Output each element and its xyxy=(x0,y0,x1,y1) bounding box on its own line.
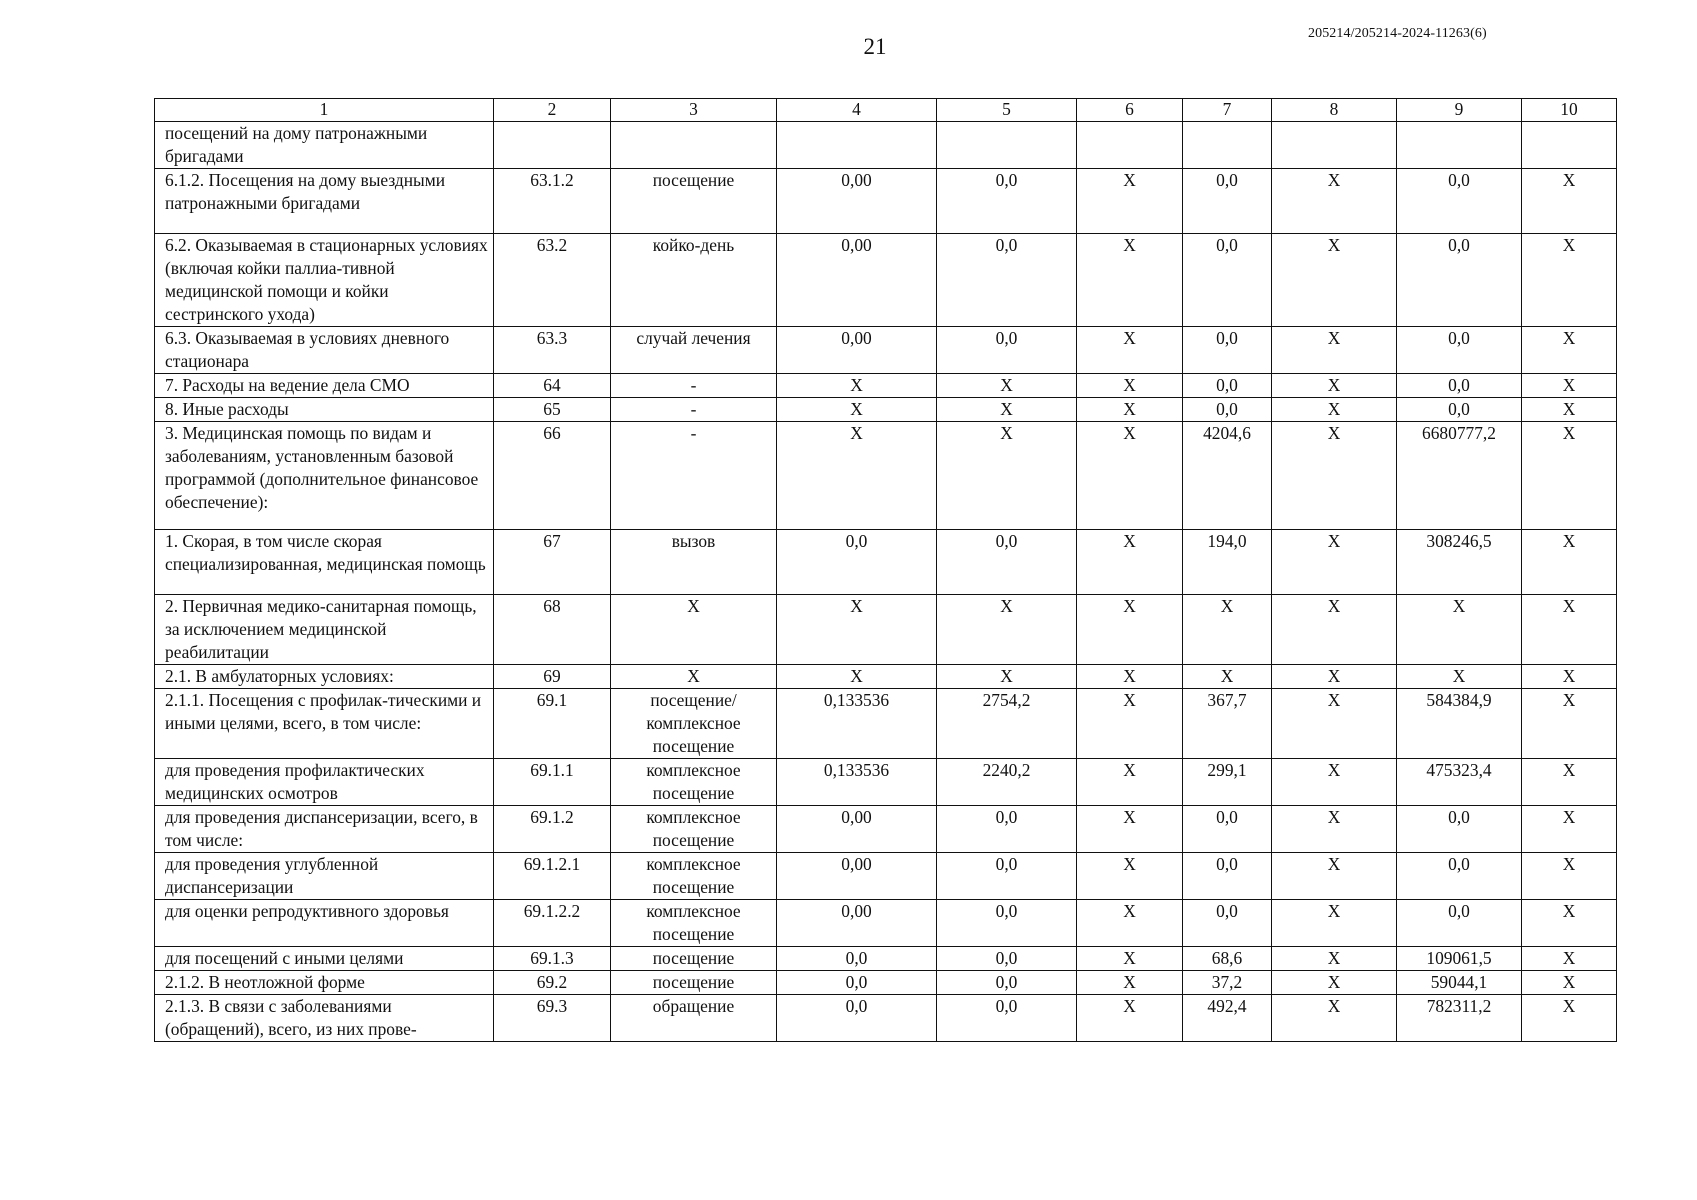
table-cell: койко-день xyxy=(611,234,777,327)
table-cell: X xyxy=(1522,665,1617,689)
table-cell: 0,0 xyxy=(1183,398,1272,422)
table-row xyxy=(155,759,1617,806)
table-cell: X xyxy=(1183,595,1272,665)
table-cell: 0,0 xyxy=(937,169,1077,234)
table-row xyxy=(155,806,1617,853)
row-name-cell: 6.3. Оказываемая в условиях дневного стационара xyxy=(155,327,494,374)
table-cell: X xyxy=(1522,689,1617,759)
table-cell: комплексное посещение xyxy=(611,853,777,900)
table-cell: 69.3 xyxy=(494,995,611,1042)
table-cell: X xyxy=(1397,595,1522,665)
table-cell: X xyxy=(1077,422,1183,530)
table-cell: 0,0 xyxy=(937,995,1077,1042)
data-table xyxy=(154,98,1617,1042)
table-cell: X xyxy=(1272,947,1397,971)
table-cell: X xyxy=(1272,422,1397,530)
table-cell: X xyxy=(1077,327,1183,374)
row-name-cell: 6.2. Оказываемая в стационарных условиях (включая койки паллиа-тивной медицинской помощи и койки сестринского ухода) xyxy=(155,234,494,327)
table-row xyxy=(155,947,1617,971)
table-cell: 194,0 xyxy=(1183,530,1272,595)
table-cell: - xyxy=(611,374,777,398)
table-cell: X xyxy=(611,665,777,689)
table-cell: 0,0 xyxy=(937,947,1077,971)
table-cell: 584384,9 xyxy=(1397,689,1522,759)
table-cell: 68,6 xyxy=(1183,947,1272,971)
table-cell: X xyxy=(937,595,1077,665)
row-name-cell: 3. Медицинская помощь по видам и заболеваниям, установленным базовой программой (дополнительное финансовое обеспечение): xyxy=(155,422,494,530)
table-cell: 65 xyxy=(494,398,611,422)
table-cell: 4204,6 xyxy=(1183,422,1272,530)
table-cell: 109061,5 xyxy=(1397,947,1522,971)
table-cell: 0,133536 xyxy=(777,759,937,806)
column-header: 2 xyxy=(494,99,611,122)
table-cell: X xyxy=(1077,971,1183,995)
row-name-cell: 2.1. В амбулаторных условиях: xyxy=(155,665,494,689)
table-cell: X xyxy=(1077,995,1183,1042)
table-cell: 63.3 xyxy=(494,327,611,374)
table-cell: 0,0 xyxy=(777,995,937,1042)
row-name-cell: для проведения углубленной диспансеризации xyxy=(155,853,494,900)
table-row xyxy=(155,169,1617,234)
table-row xyxy=(155,595,1617,665)
table-cell: 475323,4 xyxy=(1397,759,1522,806)
table-row xyxy=(155,995,1617,1042)
table-cell: 367,7 xyxy=(1183,689,1272,759)
row-name-cell: 7. Расходы на ведение дела СМО xyxy=(155,374,494,398)
table-row xyxy=(155,971,1617,995)
row-name-cell: 2.1.3. В связи с заболеваниями (обращений), всего, из них прове- xyxy=(155,995,494,1042)
table-cell: 0,0 xyxy=(1183,374,1272,398)
table-cell: - xyxy=(611,398,777,422)
table-cell: 0,0 xyxy=(1397,327,1522,374)
table-cell: комплексное посещение xyxy=(611,900,777,947)
table-cell: X xyxy=(1077,759,1183,806)
table-cell: 69.1.2.1 xyxy=(494,853,611,900)
table-cell xyxy=(1522,122,1617,169)
column-header: 5 xyxy=(937,99,1077,122)
table-cell: - xyxy=(611,422,777,530)
table-row xyxy=(155,853,1617,900)
table-cell: X xyxy=(1272,665,1397,689)
table-cell: X xyxy=(1522,398,1617,422)
table-cell: 69.1.3 xyxy=(494,947,611,971)
table-cell xyxy=(777,122,937,169)
table-cell: 0,0 xyxy=(937,853,1077,900)
table-cell: 0,0 xyxy=(1397,234,1522,327)
column-header: 10 xyxy=(1522,99,1617,122)
table-cell: 0,0 xyxy=(1183,853,1272,900)
table-cell: 63.1.2 xyxy=(494,169,611,234)
table-cell: X xyxy=(1077,234,1183,327)
table-cell: X xyxy=(1522,853,1617,900)
column-header: 3 xyxy=(611,99,777,122)
table-cell: X xyxy=(1522,169,1617,234)
table-cell: 0,0 xyxy=(1397,806,1522,853)
table-cell: X xyxy=(1077,689,1183,759)
table-cell: X xyxy=(1522,947,1617,971)
table-cell: 59044,1 xyxy=(1397,971,1522,995)
table-cell: 67 xyxy=(494,530,611,595)
table-cell: 64 xyxy=(494,374,611,398)
row-name-cell: 6.1.2. Посещения на дому выездными патронажными бригадами xyxy=(155,169,494,234)
table-cell: 2754,2 xyxy=(937,689,1077,759)
table-cell: 0,0 xyxy=(1397,853,1522,900)
table-cell: X xyxy=(777,665,937,689)
row-name-cell: для посещений с иными целями xyxy=(155,947,494,971)
table-cell: 0,0 xyxy=(1397,169,1522,234)
table-cell: X xyxy=(1077,947,1183,971)
table-cell: X xyxy=(1272,971,1397,995)
table-cell: X xyxy=(1272,595,1397,665)
table-cell: X xyxy=(1522,530,1617,595)
table-cell: 0,0 xyxy=(937,234,1077,327)
table-cell: X xyxy=(1522,806,1617,853)
table-row xyxy=(155,122,1617,169)
column-header: 6 xyxy=(1077,99,1183,122)
column-header: 9 xyxy=(1397,99,1522,122)
table-cell: X xyxy=(1272,759,1397,806)
row-name-cell: 2. Первичная медико-санитарная помощь, за исключением медицинской реабилитации xyxy=(155,595,494,665)
table-cell: 0,0 xyxy=(1397,398,1522,422)
table-cell: 2240,2 xyxy=(937,759,1077,806)
table-cell: X xyxy=(1272,689,1397,759)
table-body xyxy=(155,122,1617,1042)
table-row xyxy=(155,234,1617,327)
table-cell xyxy=(494,122,611,169)
row-name-cell: посещений на дому патронажными бригадами xyxy=(155,122,494,169)
table-cell: X xyxy=(1522,595,1617,665)
table-cell xyxy=(1077,122,1183,169)
table-cell: 0,0 xyxy=(1183,806,1272,853)
row-name-cell: 8. Иные расходы xyxy=(155,398,494,422)
table-cell: X xyxy=(1272,530,1397,595)
table-cell: 299,1 xyxy=(1183,759,1272,806)
table-cell: X xyxy=(937,398,1077,422)
table-cell: посещение xyxy=(611,169,777,234)
document-id: 205214/205214-2024-11263(6) xyxy=(1308,26,1487,41)
table-row xyxy=(155,422,1617,530)
table-cell: X xyxy=(1272,398,1397,422)
table-cell: 6680777,2 xyxy=(1397,422,1522,530)
table-cell: 0,0 xyxy=(1183,900,1272,947)
table-cell: X xyxy=(1077,169,1183,234)
table-cell: 0,0 xyxy=(1183,234,1272,327)
table-cell xyxy=(1183,122,1272,169)
table-cell: 0,00 xyxy=(777,327,937,374)
table-cell: X xyxy=(1077,806,1183,853)
table-cell: X xyxy=(1522,971,1617,995)
table-cell: 68 xyxy=(494,595,611,665)
table-cell xyxy=(1272,122,1397,169)
page-number: 21 xyxy=(863,34,887,59)
column-header: 1 xyxy=(155,99,494,122)
table-row xyxy=(155,327,1617,374)
table-cell: комплексное посещение xyxy=(611,806,777,853)
table-cell: 0,0 xyxy=(1397,374,1522,398)
row-name-cell: 1. Скорая, в том числе скорая специализированная, медицинская помощь xyxy=(155,530,494,595)
table-cell: 0,0 xyxy=(937,971,1077,995)
table-cell: 782311,2 xyxy=(1397,995,1522,1042)
table-cell: X xyxy=(1522,422,1617,530)
table-cell: 69.2 xyxy=(494,971,611,995)
table-cell: 63.2 xyxy=(494,234,611,327)
table-cell: X xyxy=(1272,234,1397,327)
header-row xyxy=(155,99,1617,122)
table-cell: 0,133536 xyxy=(777,689,937,759)
table-cell: 69.1.1 xyxy=(494,759,611,806)
table-row xyxy=(155,665,1617,689)
table-cell: 69.1.2 xyxy=(494,806,611,853)
table-cell: 0,0 xyxy=(777,530,937,595)
table-cell: 0,00 xyxy=(777,853,937,900)
table-cell: X xyxy=(1522,995,1617,1042)
column-header: 4 xyxy=(777,99,937,122)
table-cell: X xyxy=(1272,374,1397,398)
table-cell: X xyxy=(611,595,777,665)
table-cell: 492,4 xyxy=(1183,995,1272,1042)
table-row xyxy=(155,530,1617,595)
table-cell: 69.1.2.2 xyxy=(494,900,611,947)
table-cell: X xyxy=(1077,665,1183,689)
table-cell: X xyxy=(1397,665,1522,689)
table-row xyxy=(155,900,1617,947)
table-cell: X xyxy=(1272,169,1397,234)
table-cell: 0,0 xyxy=(937,900,1077,947)
table-cell: 308246,5 xyxy=(1397,530,1522,595)
table-cell: X xyxy=(1522,374,1617,398)
table-cell: X xyxy=(937,665,1077,689)
table-cell: 0,0 xyxy=(937,327,1077,374)
table-row xyxy=(155,374,1617,398)
table-cell: посещение/ комплексное посещение xyxy=(611,689,777,759)
table-cell: X xyxy=(1077,374,1183,398)
table-cell: X xyxy=(937,374,1077,398)
table-cell: 0,0 xyxy=(1183,327,1272,374)
row-name-cell: для оценки репродуктивного здоровья xyxy=(155,900,494,947)
table-cell: X xyxy=(1272,327,1397,374)
table-cell xyxy=(1397,122,1522,169)
table-cell: X xyxy=(1077,530,1183,595)
table-cell: посещение xyxy=(611,971,777,995)
table-cell: комплексное посещение xyxy=(611,759,777,806)
table-cell: X xyxy=(1522,900,1617,947)
table-cell: вызов xyxy=(611,530,777,595)
table-cell xyxy=(937,122,1077,169)
table-row xyxy=(155,689,1617,759)
table-cell: 0,0 xyxy=(1183,169,1272,234)
table-cell: X xyxy=(1272,853,1397,900)
table-cell: 66 xyxy=(494,422,611,530)
row-name-cell: для проведения диспансеризации, всего, в том числе: xyxy=(155,806,494,853)
table-cell: X xyxy=(1272,995,1397,1042)
table-cell: X xyxy=(1077,398,1183,422)
table-cell: X xyxy=(937,422,1077,530)
table-cell: X xyxy=(1272,900,1397,947)
table-cell: 0,0 xyxy=(777,947,937,971)
table-cell: X xyxy=(1272,806,1397,853)
table-cell: 0,00 xyxy=(777,900,937,947)
table-cell: посещение xyxy=(611,947,777,971)
table-cell: X xyxy=(1183,665,1272,689)
row-name-cell: для проведения профилактических медицинских осмотров xyxy=(155,759,494,806)
table-cell: 0,00 xyxy=(777,806,937,853)
table-cell: X xyxy=(1077,853,1183,900)
table-cell: случай лечения xyxy=(611,327,777,374)
table-cell: 0,00 xyxy=(777,234,937,327)
table-cell: X xyxy=(777,595,937,665)
row-name-cell: 2.1.1. Посещения с профилак-тическими и иными целями, всего, в том числе: xyxy=(155,689,494,759)
table-cell: 0,0 xyxy=(777,971,937,995)
table-cell: 37,2 xyxy=(1183,971,1272,995)
table-cell: X xyxy=(1522,759,1617,806)
table-cell: обращение xyxy=(611,995,777,1042)
table-cell: X xyxy=(1077,595,1183,665)
column-header: 8 xyxy=(1272,99,1397,122)
table-cell: X xyxy=(777,422,937,530)
table-cell: 0,0 xyxy=(937,806,1077,853)
table-cell: X xyxy=(1522,234,1617,327)
table-cell: 69.1 xyxy=(494,689,611,759)
table-cell: 0,0 xyxy=(937,530,1077,595)
column-header: 7 xyxy=(1183,99,1272,122)
table-cell: X xyxy=(777,374,937,398)
table-cell: 0,0 xyxy=(1397,900,1522,947)
table-row xyxy=(155,398,1617,422)
table-cell: X xyxy=(1077,900,1183,947)
row-name-cell: 2.1.2. В неотложной форме xyxy=(155,971,494,995)
table-cell: X xyxy=(777,398,937,422)
table-cell: 0,00 xyxy=(777,169,937,234)
table-cell: X xyxy=(1522,327,1617,374)
table-cell: 69 xyxy=(494,665,611,689)
table-cell xyxy=(611,122,777,169)
